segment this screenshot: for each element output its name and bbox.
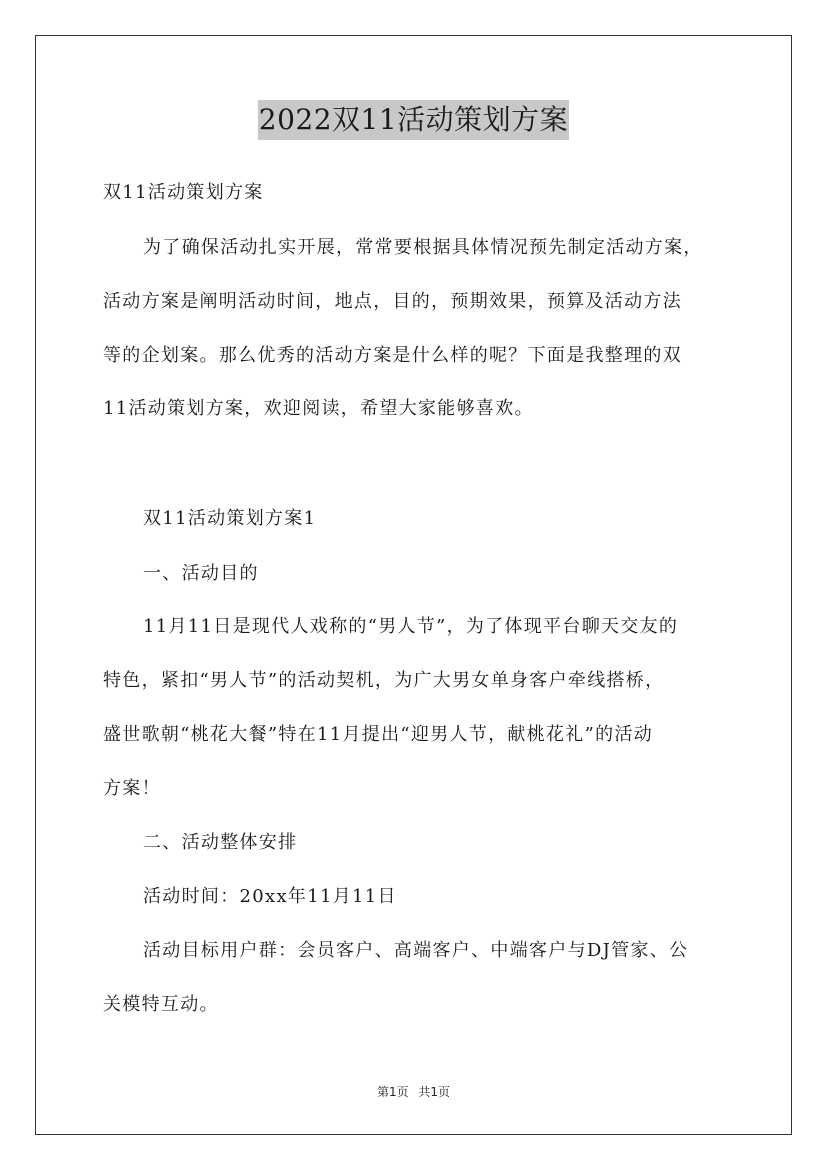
body-line: 为了确保活动扎实开展，常常要根据具体情况预先制定活动方案， [143, 237, 703, 258]
body-line: 盛世歌朝“桃花大餐”特在11月提出“迎男人节，献桃花礼”的活动 [103, 724, 654, 745]
page-footer [0, 1083, 827, 1100]
body-line: 等的企划案。那么优秀的活动方案是什么样的呢？下面是我整理的双 [103, 345, 682, 366]
body-line: 活动目标用户群：会员客户、高端客户、中端客户与DJ管家、公 [143, 940, 689, 961]
page-number: 第1页 [376, 1085, 409, 1099]
document-title: 2022双11活动策划方案 [258, 100, 569, 140]
body-line: 方案！ [103, 778, 161, 799]
body-line: 活动时间：20xx年11月11日 [143, 886, 397, 907]
body-line: 11月11日是现代人戏称的“男人节”，为了体现平台聊天交友的 [143, 616, 679, 637]
section-heading: 双11活动策划方案1 [143, 508, 317, 529]
section-heading: 一、活动目的 [143, 563, 259, 584]
body-line: 关模特互动。 [103, 994, 219, 1015]
body-line: 11活动策划方案，欢迎阅读，希望大家能够喜欢。 [103, 398, 534, 419]
subtitle-line: 双11活动策划方案 [103, 182, 264, 203]
body-line: 特色，紧扣“男人节”的活动契机，为广大男女单身客户牵线搭桥， [103, 670, 665, 691]
page-total: 共1页 [418, 1085, 451, 1099]
body-line: 活动方案是阐明活动时间，地点，目的，预期效果，预算及活动方法 [103, 291, 682, 312]
title-container [0, 100, 827, 140]
section-heading: 二、活动整体安排 [143, 832, 298, 853]
